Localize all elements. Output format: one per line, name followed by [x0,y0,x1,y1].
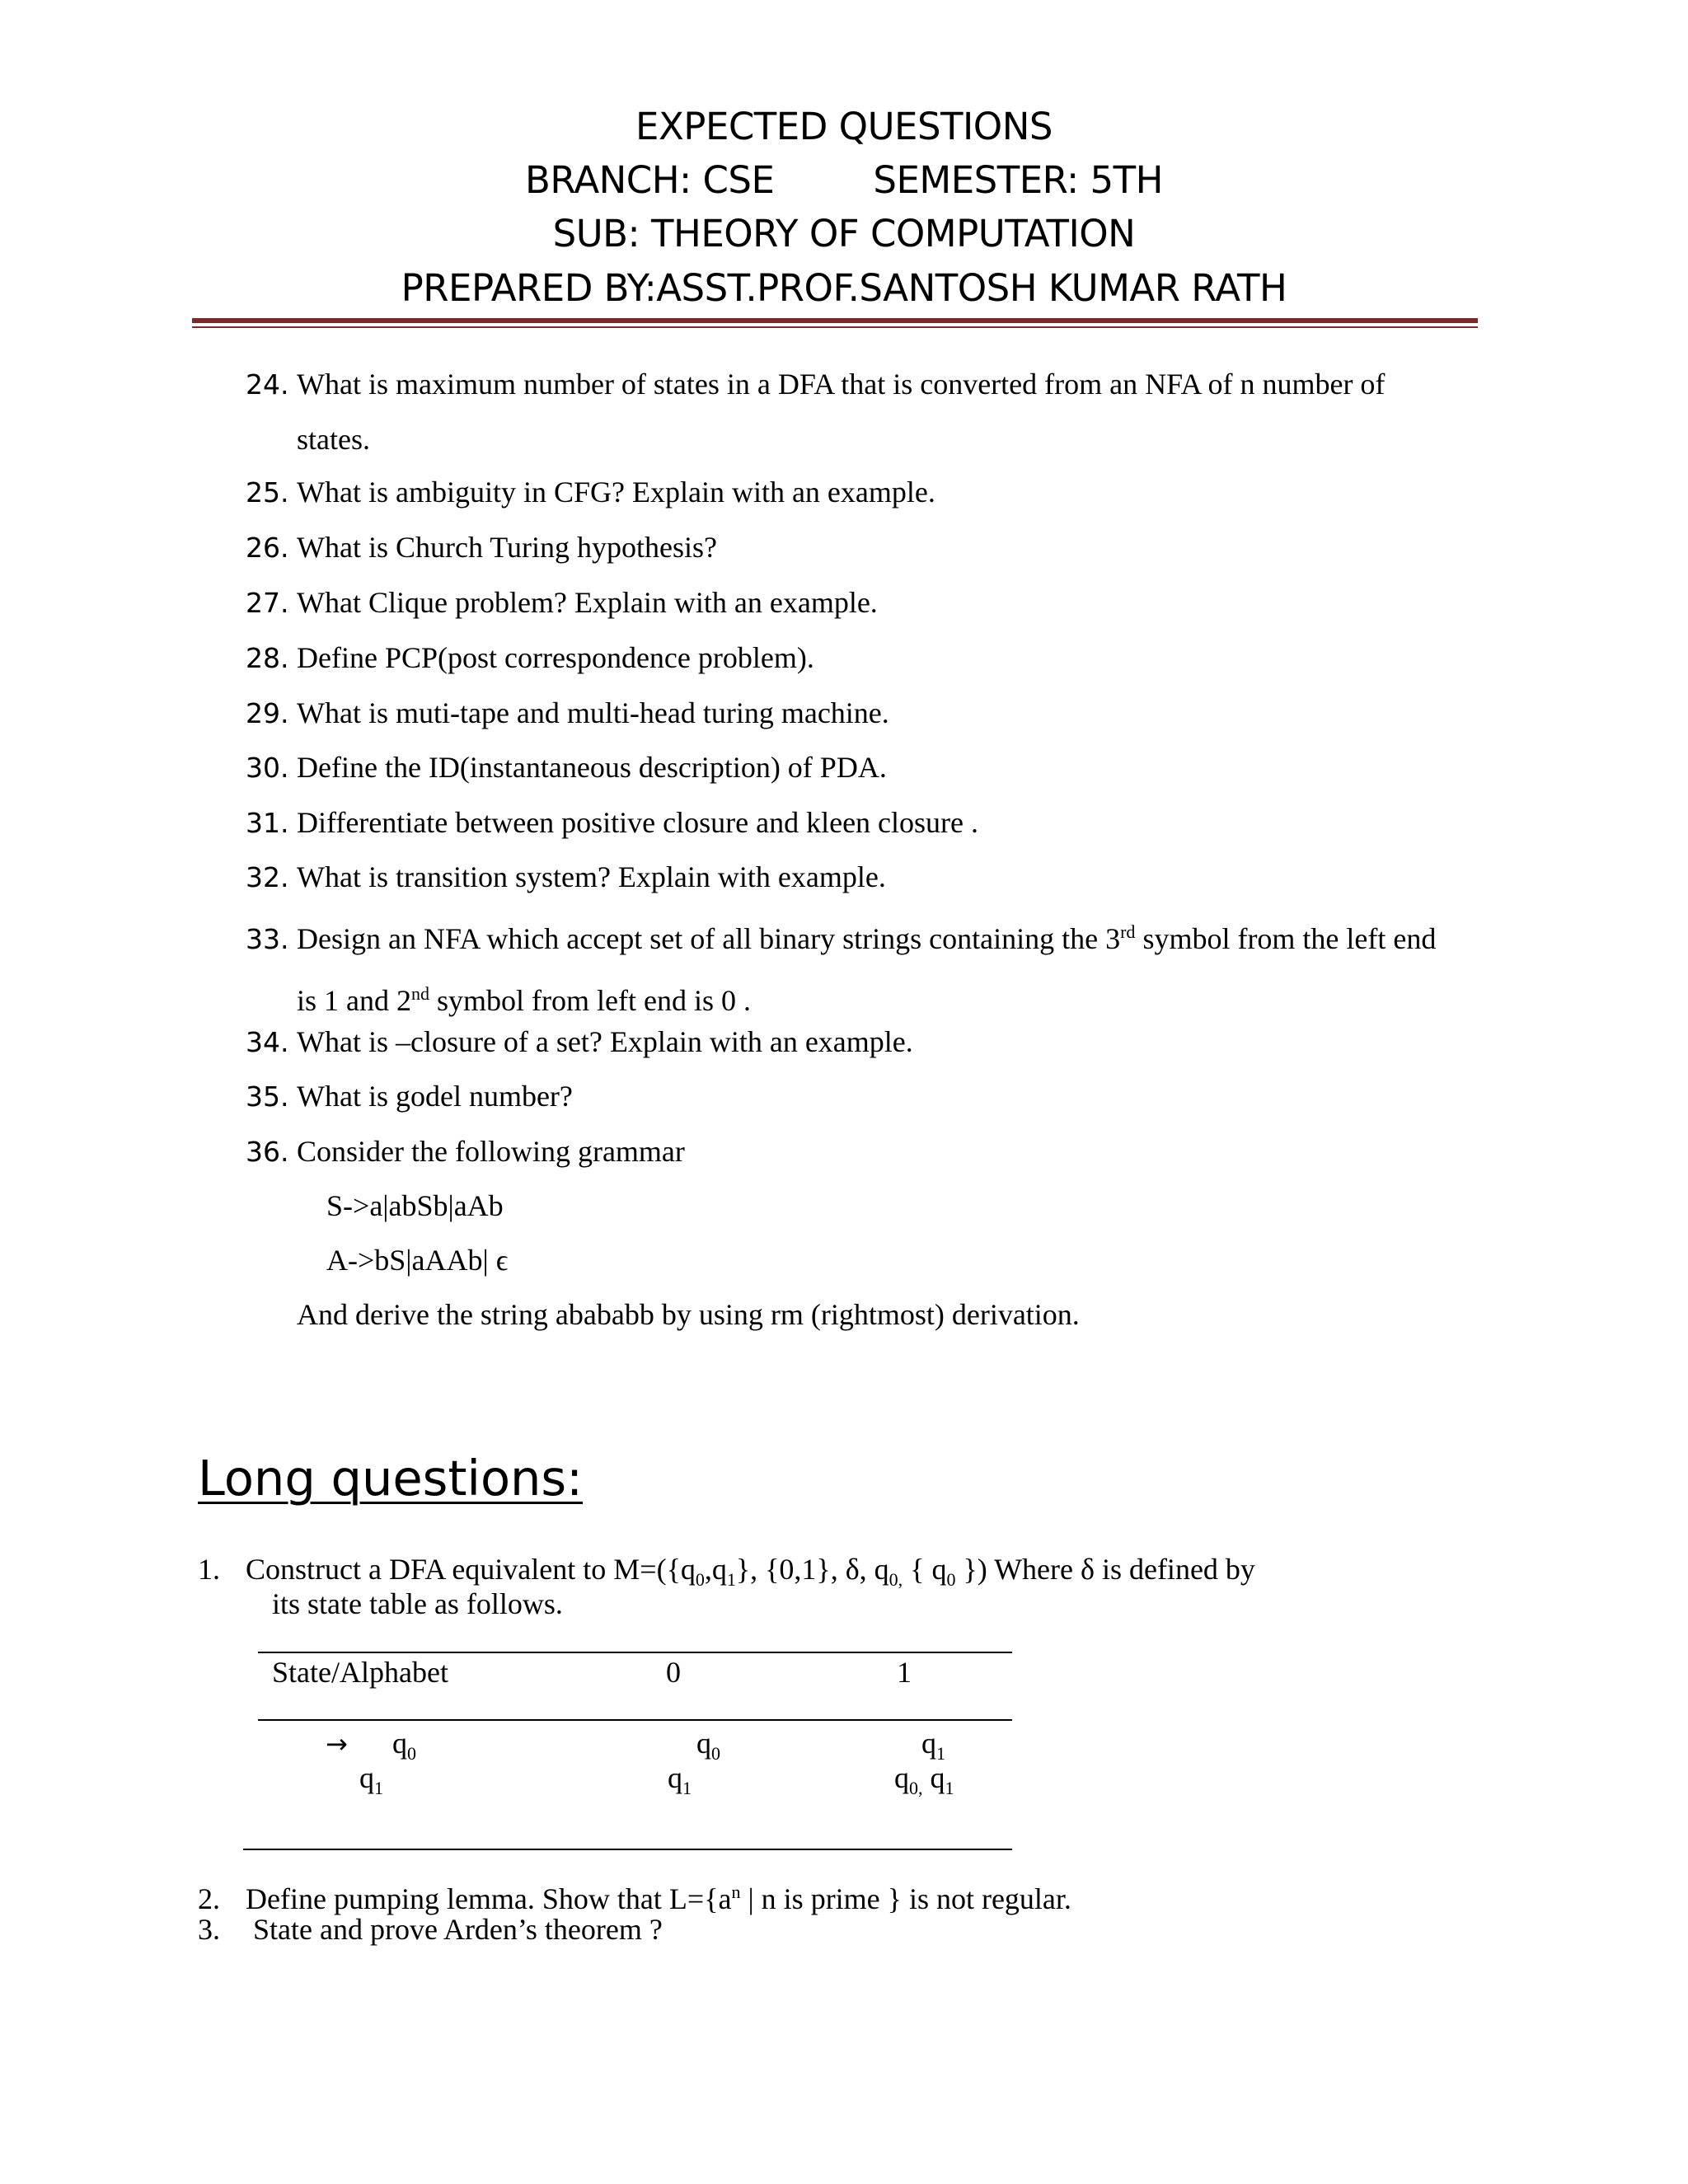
question-number: 28. [246,642,289,674]
question-33 [246,914,1436,1019]
long-question-3 [198,1912,663,1947]
question-number: 35. [246,1080,289,1113]
prepared-by-text: PREPARED BY:ASST.PROF.SANTOSH KUMAR RATH [401,266,1287,310]
grammar-rule-s: S->a|abSb|aAb [326,1189,504,1222]
subscript: 0, [909,1778,923,1799]
question-text: Define PCP(post correspondence problem). [297,641,814,674]
question-number: 30. [246,752,289,784]
question-text: | n is prime } is not regular. [740,1882,1071,1915]
question-text: What is muti-tape and multi-head turing machine. [297,696,889,729]
table-header-1: 1 [897,1656,912,1689]
derivation-instruction: And derive the string abababb by using rm (rightmost) derivation. [297,1298,1080,1331]
question-25 [246,474,935,511]
question-text: What Clique problem? Explain with an example. [297,586,878,619]
table-header-rule [258,1719,1012,1721]
question-number: 27. [246,587,289,619]
question-number: 24. [246,368,289,401]
question-text: What is ambiguity in CFG? Explain with an example. [297,476,935,509]
question-text: { q [903,1553,947,1586]
subscript: 1 [945,1778,954,1799]
question-28 [246,640,814,677]
table-cell-state [359,1760,383,1806]
superscript: rd [1120,921,1136,942]
question-text: }, {0,1}, δ, q [735,1553,889,1586]
prepared-by-line [0,262,1688,315]
question-number: 33. [246,923,289,955]
long-question-1-continued: its state table as follows. [272,1587,563,1620]
question-number: 26. [246,532,289,564]
question-text: Consider the following grammar [297,1135,685,1168]
cell-text: q [359,1761,374,1794]
question-30 [246,749,887,786]
question-text: ,q [704,1553,727,1586]
section-title-long-questions: Long questions: [198,1450,584,1507]
question-35 [246,1078,573,1115]
semester-text: SEMESTER: 5TH [873,158,1163,202]
question-number: 3. [198,1913,220,1946]
question-36 [246,1133,685,1170]
cont-text: symbol from left end is 0 . [429,984,751,1017]
question-26 [246,529,717,566]
question-text: What is maximum number of states in a DFA that is converted from an NFA of n number of [297,368,1386,401]
question-31 [246,804,978,841]
subscript: 1 [936,1743,945,1765]
question-number: 36. [246,1136,289,1168]
subscript: 1 [374,1778,383,1799]
title-text: EXPECTED QUESTIONS [635,105,1053,148]
header-divider-thin [192,326,1478,328]
question-number: 1. [198,1553,220,1586]
subscript: 0 [946,1569,956,1591]
question-text-continued: states. [297,423,370,456]
question-27 [246,584,878,621]
question-text: Define the ID(instantaneous description) of PDA. [297,751,887,784]
subscript: 0 [711,1743,720,1765]
question-32 [246,859,886,896]
question-text: What is transition system? Explain with example. [297,860,886,893]
superscript: nd [411,983,429,1004]
cell-text: q [921,1727,936,1760]
question-number: 2. [198,1882,220,1915]
cell-text: q [696,1727,711,1760]
question-number: 32. [246,861,289,893]
question-number: 31. [246,807,289,839]
question-text: }) Where δ is defined by [955,1553,1255,1586]
superscript: n [731,1882,741,1902]
question-text: Construct a DFA equivalent to M=({q [246,1553,696,1586]
table-cell-on1 [894,1760,954,1806]
arrow-right-icon: → [326,1728,348,1760]
cont-text: is 1 and 2 [297,984,411,1017]
question-24 [246,366,1385,457]
question-number: 29. [246,697,289,729]
question-text: symbol from the left end [1135,922,1437,955]
subscript: 0 [407,1743,416,1765]
table-cell-on0 [696,1726,720,1771]
table-top-rule [258,1652,1012,1653]
question-text: Differentiate between positive closure and kleen closure . [297,806,979,839]
subject-line [0,208,1688,260]
question-text: Define pumping lemma. Show that L={a [246,1882,732,1915]
question-text: What is Church Turing hypothesis? [297,531,717,564]
subject-text: SUB: THEORY OF COMPUTATION [552,212,1136,255]
subscript: 1 [682,1778,692,1799]
question-text: What is –closure of a set? Explain with an example. [297,1025,913,1058]
branch-semester-line [0,154,1688,207]
subscript: 1 [726,1569,736,1591]
question-34 [246,1024,913,1061]
question-text-continued [297,976,1436,1019]
start-state-arrow [326,1726,348,1761]
cell-text: q [392,1727,407,1760]
question-29 [246,695,889,732]
doc-title [0,101,1688,153]
long-question-2 [198,1875,1071,1916]
subscript: 0 [695,1569,705,1591]
table-header-state: State/Alphabet [272,1656,448,1689]
cell-text: q [922,1761,945,1794]
table-header-0: 0 [666,1656,681,1689]
cell-text: q [668,1761,682,1794]
branch-text: BRANCH: CSE [525,158,775,202]
header-divider-thick [192,318,1478,323]
question-number: 34. [246,1026,289,1058]
grammar-rule-a: A->bS|aAAb| ϵ [326,1244,509,1277]
cell-text: q [894,1761,909,1794]
table-cell-on0 [668,1760,692,1806]
question-text: What is godel number? [297,1080,573,1113]
question-text: State and prove Arden’s theorem ? [246,1913,663,1946]
table-bottom-rule [243,1849,1012,1850]
subscript: 0, [889,1569,903,1591]
table-cell-state [392,1726,416,1771]
question-number: 25. [246,476,289,509]
question-text: Design an NFA which accept set of all binary strings containing the 3 [297,922,1121,955]
